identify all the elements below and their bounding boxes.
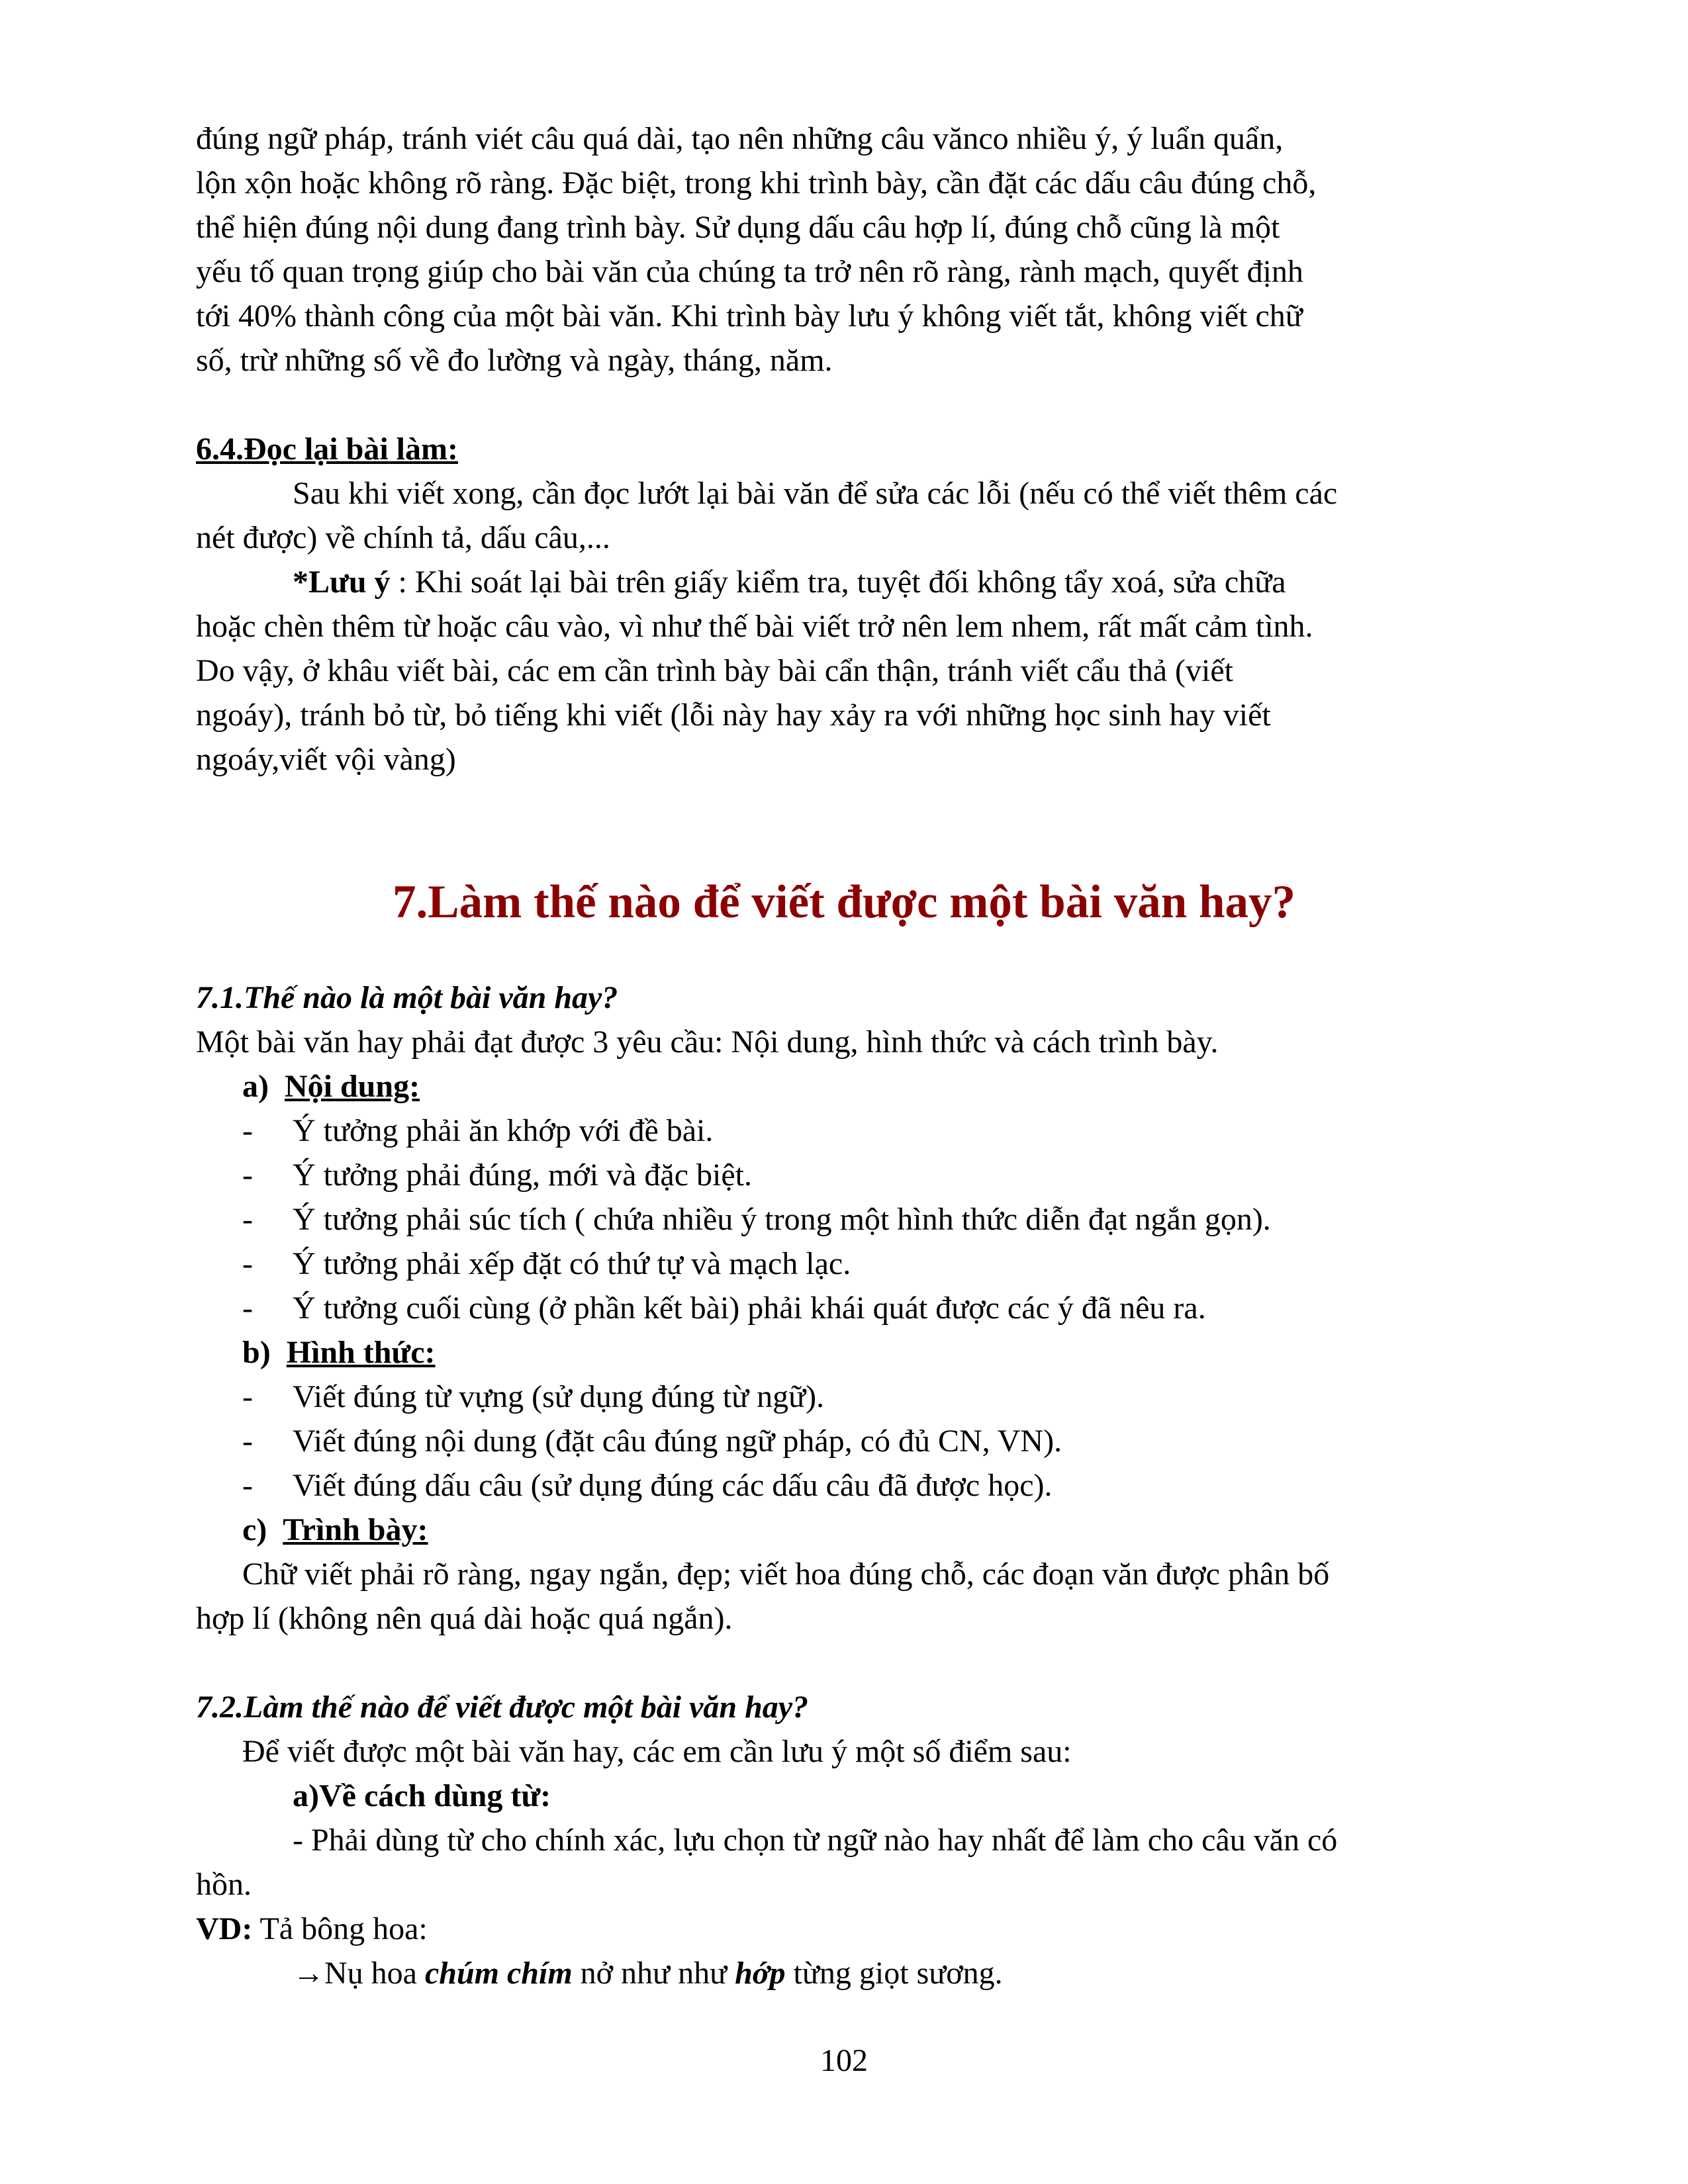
list-dash: - [242,1468,253,1503]
list-a-item-5: Ý tưởng cuối cùng (ở phần kết bài) phải khái quát được các ý đã nêu ra. [293,1291,1206,1326]
s64-note-line-4: ngoáy), tránh bỏ từ, bỏ tiếng khi viết (lỗi này hay xảy ra với những học sinh hay viết [196,698,1271,733]
example-sentence [293,1951,1003,1995]
intro-line-2: lộn xộn hoặc không rõ ràng. Đặc biệt, trong khi trình bày, cần đặt các dấu câu đúng chỗ, [196,165,1317,201]
s72-intro: Để viết được một bài văn hay, các em cần lưu ý một số điểm sau: [242,1734,1072,1769]
list-b-item-1: Viết đúng từ vựng (sử dụng đúng từ ngữ). [293,1379,825,1414]
example-line [196,1907,428,1951]
intro-line-4: yếu tố quan trọng giúp cho bài văn của chúng ta trở nên rõ ràng, rành mạch, quyết định [196,254,1303,289]
ex-bold-1: chúm chím [424,1956,573,1991]
intro-line-3: thể hiện đúng nội dung đang trình bày. Sử dụng dấu câu hợp lí, đúng chỗ cũng là một [196,210,1280,245]
section-6-4-heading: 6.4.Đọc lại bài làm: [196,432,458,467]
list-dash: - [242,1424,253,1459]
ex-part-3: từng giọt sương. [785,1956,1003,1991]
s72-a-line-1: - Phải dùng từ cho chính xác, lựu chọn từ ngữ nào hay nhất để làm cho câu văn có [293,1823,1338,1858]
list-a-item-4: Ý tưởng phải xếp đặt có thứ tự và mạch lạc. [293,1246,851,1281]
list-dash: - [242,1158,253,1193]
s71-intro: Một bài văn hay phải đạt được 3 yêu cầu: Nội dung, hình thức và cách trình bày. [196,1024,1219,1060]
list-a-item-3: Ý tưởng phải súc tích ( chứa nhiều ý trong một hình thức diễn đạt ngắn gọn). [293,1202,1271,1237]
list-dash: - [242,1202,253,1237]
section-7-2-heading: 7.2.Làm thế nào để viết được một bài văn hay? [196,1690,809,1725]
list-dash: - [242,1291,253,1326]
intro-line-5: tới 40% thành công của một bài văn. Khi trình bày lưu ý không viết tắt, không viết chữ [196,298,1303,334]
list-dash: - [242,1113,253,1148]
ex-part-1: Nụ hoa [324,1956,425,1991]
note-label: *Lưu ý [293,565,391,600]
intro-line-1: đúng ngữ pháp, tránh viét câu quá dài, tạo nên những câu vănco nhiều ý, ý luẩn quẩn, [196,121,1284,156]
s64-paragraph-line-1: Sau khi viết xong, cần đọc lướt lại bài văn để sửa các lỗi (nếu có thể viết thêm các [293,476,1338,511]
list-a-item-2: Ý tưởng phải đúng, mới và đặc biệt. [293,1158,752,1193]
list-c-label: Trình bày: [283,1512,428,1547]
section-7-heading: 7.Làm thế nào để viết được một bài văn hay? [393,876,1295,928]
list-b-label: Hình thức: [286,1335,436,1370]
list-a-label: Nội dung: [284,1069,420,1104]
list-a-item-1: Ý tưởng phải ăn khớp với đề bài. [293,1113,714,1148]
list-a-header [242,1064,420,1109]
s72-a-line-2: hồn. [196,1867,252,1902]
ex-bold-2: hớp [735,1956,786,1991]
s72-a-heading: a)Về cách dùng từ: [293,1778,551,1813]
list-a-marker: a) [242,1069,269,1104]
list-dash: - [242,1379,253,1414]
list-c-line-2: hợp lí (không nên quá dài hoặc quá ngắn). [196,1601,733,1636]
s64-paragraph-line-2: nét được) về chính tả, dấu câu,... [196,520,610,555]
s64-note-line-1 [293,560,1286,604]
arrow-icon: → [293,1956,324,1991]
note-text: : Khi soát lại bài trên giấy kiểm tra, tuyệt đối không tẩy xoá, sửa chữa [390,565,1286,600]
list-b-item-2: Viết đúng nội dung (đặt câu đúng ngữ pháp, có đủ CN, VN). [293,1424,1062,1459]
vd-text: Tả bông hoa: [252,1911,428,1946]
intro-line-6: số, trừ những số về đo lường và ngày, tháng, năm. [196,343,833,378]
list-b-header [242,1330,436,1375]
list-b-item-3: Viết đúng dấu câu (sử dụng đúng các dấu câu đã được học). [293,1468,1053,1503]
ex-part-2: nở như như [572,1956,735,1991]
list-c-line-1: Chữ viết phải rõ ràng, ngay ngắn, đẹp; viết hoa đúng chỗ, các đoạn văn được phân bố [242,1557,1330,1592]
s64-note-line-5: ngoáy,viết vội vàng) [196,742,456,777]
s64-note-line-2: hoặc chèn thêm từ hoặc câu vào, vì như thế bài viết trở nên lem nhem, rất mất cảm tình. [196,609,1313,644]
section-7-1-heading: 7.1.Thế nào là một bài văn hay? [196,980,618,1015]
list-c-marker: c) [242,1512,267,1547]
list-c-header [242,1508,428,1552]
page-number: 102 [820,2043,868,2078]
list-dash: - [242,1246,253,1281]
list-b-marker: b) [242,1335,271,1370]
s64-note-line-3: Do vậy, ở khâu viết bài, các em cần trình bày bài cẩn thận, tránh viết cẩu thả (viết [196,653,1233,688]
vd-label: VD: [196,1911,253,1946]
